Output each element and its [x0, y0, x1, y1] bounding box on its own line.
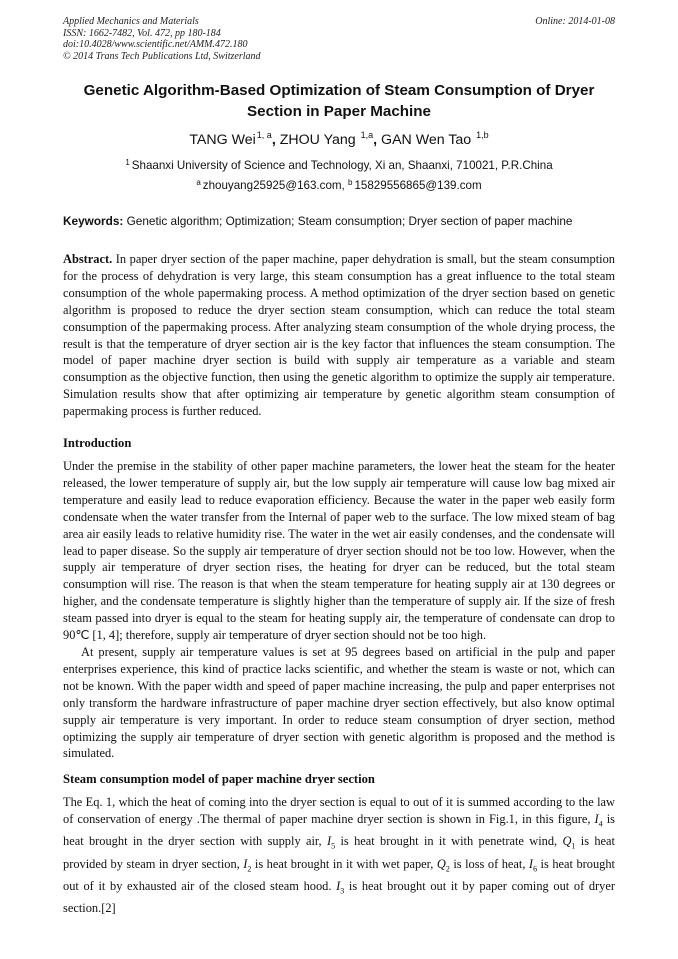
- abstract-text: In paper dryer section of the paper machine, paper dehydration is small, but the steam consumption for the process of dehydration is very large, this steam consumption has a great influence to the total steam consumption of the whole papermaking process. A method optimization of the dryer section based on genetic algorithm is proposed to reduce the dryer section steam consumption, which can reduce the total steam consumption of the papermaking process. After analyzing steam consumption of the whole drying process, the result is that the temperature of dryer section air is the key factor that influences the steam consumption. The model of paper machine dryer section is build with supply air temperature as a variable and steam consumption as the objective function, then using the genetic algorithm to optimize the supply air temperature. Simulation results show that after optimizing air temperature by genetic algorithm steam consumption of papermaking process is further reduced.: [63, 252, 615, 419]
- email-superscript: b: [348, 178, 353, 187]
- math-variable: $Q_2$: [436, 856, 450, 874]
- text-run: is heat brought in it with wet paper,: [251, 856, 437, 871]
- affiliation-superscript: 1: [125, 158, 130, 167]
- introduction-heading: Introduction: [63, 436, 132, 450]
- author-separator: ,: [373, 132, 382, 148]
- abstract-label: Abstract.: [63, 252, 113, 266]
- journal-doi[interactable]: doi:10.4028/www.scientific.net/AMM.472.180: [63, 39, 248, 51]
- text-run: is heat provided by steam in dryer section,: [63, 834, 616, 871]
- keywords: [63, 214, 623, 228]
- author-name: GAN Wen Tao: [381, 132, 472, 148]
- abstract: [63, 251, 615, 420]
- author-separator: ,: [271, 132, 280, 148]
- affiliation-text: Shaanxi University of Science and Technology, Xi an, Shaanxi, 710021, P.R.China: [131, 159, 553, 172]
- math-variable: $I_5$: [327, 834, 336, 851]
- introduction-body: [63, 458, 615, 762]
- text-run: is heat brought out it by paper coming out of dryer section.[2]: [63, 879, 616, 916]
- text-run: is heat brought in the dryer section with supply air,: [63, 811, 615, 849]
- keywords-text: Genetic algorithm; Optimization; Steam consumption; Dryer section of paper machine: [126, 214, 573, 228]
- text-run: is loss of heat,: [449, 856, 529, 871]
- steam-model-heading: Steam consumption model of paper machine dryer section: [63, 772, 375, 786]
- email-superscript: a: [196, 178, 201, 187]
- paper-title: Genetic Algorithm-Based Optimization of Steam Consumption of Dryer Section in Paper Machine: [83, 82, 595, 120]
- paragraph: [63, 794, 615, 917]
- steam-model-body: [63, 794, 615, 917]
- online-date: Online: 2014-01-08: [535, 16, 615, 27]
- journal-header: [63, 16, 261, 62]
- text-run: is heat brought in it with penetrate wind,: [335, 834, 563, 849]
- math-variable: $I_4$: [594, 811, 603, 829]
- author-name: ZHOU Yang: [279, 132, 356, 148]
- author-superscript: 1, a: [256, 130, 272, 140]
- journal-name: Applied Mechanics and Materials: [63, 16, 199, 27]
- author-list: [63, 130, 615, 148]
- journal-copyright: © 2014 Trans Tech Publications Ltd, Switzerland: [63, 50, 261, 62]
- text-run: is heat brought out of it by exhausted air of the closed steam hood.: [63, 856, 615, 894]
- affiliation: [63, 158, 615, 172]
- email-link[interactable]: zhouyang25925@163.com,: [202, 179, 345, 192]
- keywords-label: Keywords:: [63, 214, 124, 228]
- math-variable: $I_3$: [336, 879, 345, 896]
- author-emails: [63, 178, 615, 192]
- paragraph: Under the premise in the stability of other paper machine parameters, the lower heat the steam for the heater released, the lower temperature of supply air, but the low supply air temperature will cause low bag mixed air temperature and easily lead to reduce evaporation efficiency. Because the water in the paper web easily form condensate when the water transfer from the Internal of paper web to the surface. The low mixed steam of bag area air easily leads to relative humidity rise. The water in the wet air easily condenses, and the condensate will lead to paper disease. So the supply air temperature of dryer section should not be too low. However, when the supply air temperature of dryer section rises, the heating for dryer can be reduced, but the total steam consumption will rise. The reason is that when the steam temperature for heating supply air at 130 degrees or higher, and the condensate temperature is slightly higher than the temperature of supply air. If the size of fresh steam passed into dryer is equal to the steam for heating supply air, the temperature of condensate can drop to 90℃ [1, 4]; therefore, supply air temperature of dryer section should not be too high.: [63, 459, 615, 643]
- email-link[interactable]: 15829556865@139.com: [354, 179, 482, 192]
- math-variable: $I_6$: [528, 856, 538, 874]
- math-variable: $Q_1$: [562, 834, 576, 851]
- author-superscript: 1,b: [476, 130, 489, 140]
- journal-issn: ISSN: 1662-7482, Vol. 472, pp 180-184: [63, 27, 221, 39]
- math-variable: $I_2$: [243, 856, 252, 874]
- author-superscript: 1,a: [360, 130, 374, 140]
- text-run: The Eq. 1, which the heat of coming into the dryer section is equal to out of it is summed according to the law of conservation of energy .The thermal of paper machine dryer section is shown in Fig.1, in this figure,: [63, 795, 615, 826]
- paragraph: At present, supply air temperature values is set at 95 degrees based on artificial in the pulp and paper enterprises experience, this kind of practice lacks scientific, and whether the steam is waste or not, which can not be known. With the paper width and speed of paper machine increasing, the pulp and paper enterprises not only transform the hardware infrastructure of paper machine dryer section effectively, but also know optimal supply air temperature is very important. In order to reduce steam consumption of dryer section, method optimizing the supply air temperature of dryer section with genetic algorithm is proposed and the method is simulated.: [63, 644, 615, 761]
- author-name: TANG Wei: [189, 132, 256, 148]
